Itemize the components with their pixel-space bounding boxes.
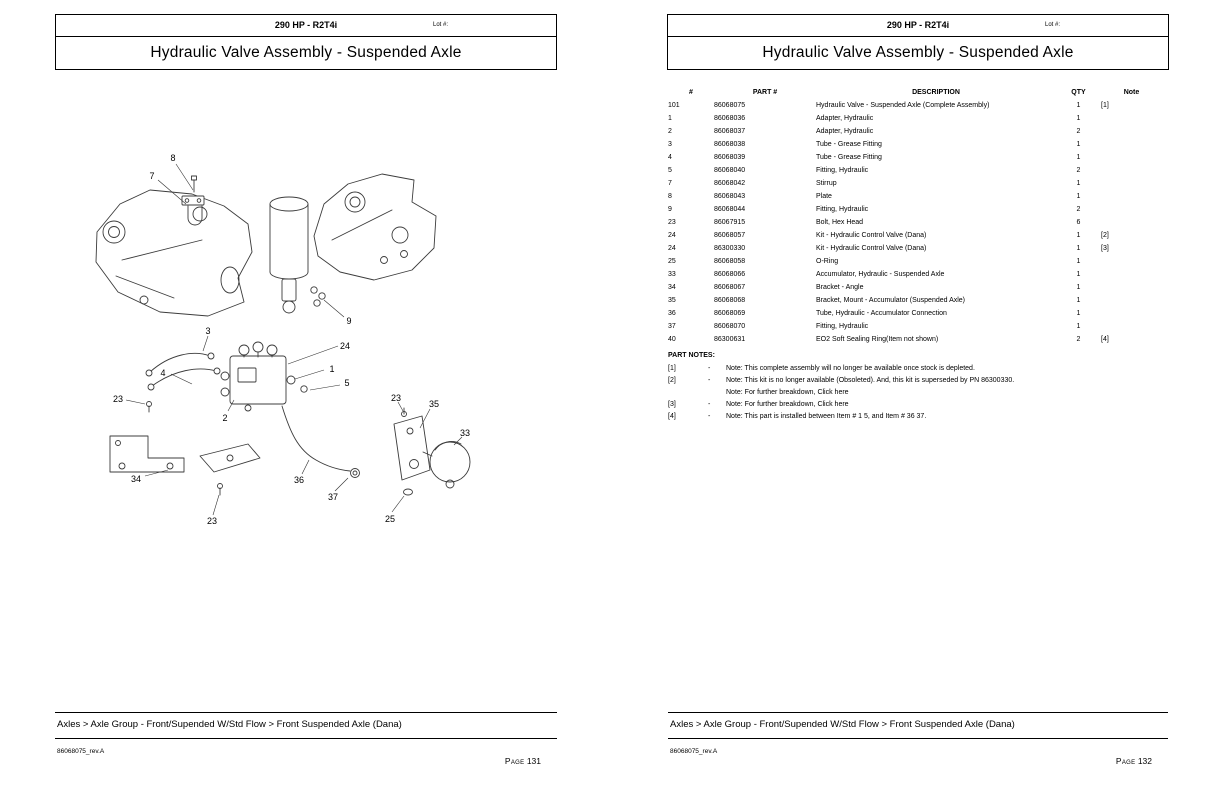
cell-part-number: 86068067: [714, 284, 746, 291]
cell-qty: 1: [1076, 258, 1081, 265]
cell-qty: 1: [1076, 154, 1081, 161]
cell-qty: 2: [1076, 206, 1081, 213]
cell-item-number: 35: [668, 297, 676, 304]
cell-description: EO2 Soft Sealing Ring(Item not shown): [816, 336, 939, 343]
breadcrumb: Axles > Axle Group - Front/Supended W/Std Flow > Front Suspended Axle (Dana): [670, 719, 1015, 730]
breadcrumb: Axles > Axle Group - Front/Supended W/Std Flow > Front Suspended Axle (Dana): [57, 719, 402, 730]
left-footer: [55, 712, 557, 782]
cell-qty: 1: [1076, 271, 1081, 278]
callout-7: 7: [149, 171, 155, 181]
cell-part-number: 86068044: [714, 206, 746, 213]
cell-qty: 1: [1076, 180, 1081, 187]
col-header-desc: DESCRIPTION: [912, 89, 960, 96]
table-row: [668, 229, 1162, 242]
note-ref: [1]: [668, 365, 676, 372]
cell-note: [1101, 112, 1162, 125]
table-row: [668, 203, 1162, 216]
cell-qty: 1: [1076, 310, 1081, 317]
cell-qty: 1: [1076, 193, 1081, 200]
col-header-part: PART #: [752, 89, 778, 96]
fittings-9: [311, 287, 325, 306]
cell-note: [1101, 320, 1162, 333]
cell-item-number: 24: [668, 232, 676, 239]
cell-item-number: 2: [668, 128, 672, 135]
note-dash: -: [708, 413, 711, 420]
callout-5: 5: [344, 378, 350, 388]
note-text-body: Note: This complete assembly will no longer be available once stock is depleted.: [726, 365, 975, 372]
cell-description: Kit - Hydraulic Control Valve (Dana): [816, 245, 927, 252]
page-number: [1116, 756, 1152, 766]
callout-36: 36: [293, 475, 305, 485]
cell-description: Fitting, Hydraulic: [816, 323, 869, 330]
note-dash: -: [708, 365, 711, 372]
leader-lines: [126, 164, 462, 515]
callout-35: 35: [428, 399, 440, 409]
cell-description: Tube, Hydraulic - Accumulator Connection: [816, 310, 947, 317]
cell-description: O-Ring: [816, 258, 839, 265]
cell-note: [1101, 190, 1162, 203]
callout-2: 2: [222, 413, 228, 423]
note-text-body: Note: For further breakdown,: [726, 389, 818, 396]
note-dash: -: [708, 401, 711, 408]
callout-1: 1: [329, 364, 335, 374]
cell-description: Plate: [816, 193, 832, 200]
cell-part-number: 86068070: [714, 323, 746, 330]
cell-part-number: 86068037: [714, 128, 746, 135]
cell-part-number: 86068040: [714, 167, 746, 174]
cell-qty: 1: [1076, 141, 1081, 148]
note-text: [726, 376, 1162, 386]
cell-part-number: 86068058: [714, 258, 746, 265]
table-row: [668, 125, 1162, 138]
cell-item-number: 8: [668, 193, 672, 200]
page-number: [505, 756, 541, 766]
table-row: [668, 307, 1162, 320]
cell-item-number: 1: [668, 115, 672, 122]
doc-ref: 86068075_rev.A: [670, 748, 718, 755]
angle-bracket: [110, 436, 260, 472]
page-number-label: Page: [504, 756, 525, 766]
cell-qty: 1: [1076, 323, 1081, 330]
model-row: [56, 15, 556, 37]
table-row: [668, 255, 1162, 268]
assembly-title: Hydraulic Valve Assembly - Suspended Axle: [150, 44, 462, 61]
cell-qty: 1: [1076, 284, 1081, 291]
cell-item-number: 5: [668, 167, 672, 174]
cell-qty: 6: [1076, 219, 1081, 226]
cell-part-number: 86068038: [714, 141, 746, 148]
cell-part-number: 86300631: [714, 336, 746, 343]
cell-description: Tube - Grease Fitting: [816, 154, 882, 161]
cell-description: Adapter, Hydraulic: [816, 128, 874, 135]
part-notes-heading: PART NOTES:: [668, 352, 715, 359]
callout-4: 4: [160, 368, 166, 378]
cell-part-number: 86068042: [714, 180, 746, 187]
cell-note: [2]: [1101, 232, 1109, 239]
cell-note: [1101, 307, 1162, 320]
cell-part-number: 86067915: [714, 219, 746, 226]
cell-note: [1101, 255, 1162, 268]
parts-table-body: [668, 99, 1162, 346]
table-header-row: [668, 86, 1162, 99]
cell-qty: 1: [1076, 115, 1081, 122]
doc-ref: 86068075_rev.A: [57, 748, 105, 755]
model-title: 290 HP - R2T4i: [886, 20, 950, 30]
note-ref: [3]: [668, 401, 676, 408]
model-row: [668, 15, 1168, 37]
callout-3: 3: [205, 326, 211, 336]
cell-item-number: 34: [668, 284, 676, 291]
cell-qty: 2: [1076, 128, 1081, 135]
model-title: 290 HP - R2T4i: [274, 20, 338, 30]
note-text: [726, 364, 1162, 374]
cell-part-number: 86068069: [714, 310, 746, 317]
cell-description: Hydraulic Valve - Suspended Axle (Complete Assembly): [816, 102, 990, 109]
note-text-body: Note: This kit is no longer available (Obsoleted). And, this kit is superseded by PN 86300330.: [726, 377, 1015, 384]
cell-item-number: 23: [668, 219, 676, 226]
cell-part-number: 86068057: [714, 232, 746, 239]
cell-item-number: 4: [668, 154, 672, 161]
part-note-row: [668, 388, 1162, 398]
cell-description: Bracket - Angle: [816, 284, 864, 291]
cell-item-number: 37: [668, 323, 676, 330]
callout-24: 24: [339, 341, 351, 351]
cell-item-number: 3: [668, 141, 672, 148]
table-row: [668, 151, 1162, 164]
cell-part-number: 86068066: [714, 271, 746, 278]
table-row: [668, 268, 1162, 281]
cell-part-number: 86068036: [714, 115, 746, 122]
table-row: [668, 242, 1162, 255]
note-text-body: Note: This part is installed between Item # 1 5, and Item # 36 37.: [726, 413, 927, 420]
cell-item-number: 40: [668, 336, 676, 343]
axle-housing-right: [314, 174, 436, 280]
note-ref: [4]: [668, 413, 676, 420]
cell-item-number: 24: [668, 245, 676, 252]
hydraulic-cylinder: [270, 197, 308, 313]
cell-part-number: 86068068: [714, 297, 746, 304]
table-row: [668, 320, 1162, 333]
hex-bolts: [147, 402, 407, 496]
cell-note: [4]: [1101, 336, 1109, 343]
table-row: [668, 294, 1162, 307]
cell-note: [1101, 151, 1162, 164]
cell-note: [1101, 164, 1162, 177]
part-note-row: [668, 364, 1162, 374]
diagram-svg: [52, 140, 562, 570]
callout-23c: 23: [206, 516, 218, 526]
accumulator-tube: [282, 406, 360, 478]
cell-item-number: 25: [668, 258, 676, 265]
axle-housing-left: [96, 190, 252, 316]
callout-23b: 23: [390, 393, 402, 403]
table-row: [668, 99, 1162, 112]
table-row: [668, 190, 1162, 203]
callout-23a: 23: [112, 394, 124, 404]
plate-and-stirrup: [182, 176, 204, 225]
cell-note: [1101, 268, 1162, 281]
cell-item-number: 9: [668, 206, 672, 213]
part-notes-section: [668, 352, 1162, 424]
cell-part-number: 86068039: [714, 154, 746, 161]
grease-tubes: [146, 353, 220, 390]
parts-table: [668, 86, 1162, 346]
footer-row: [668, 739, 1168, 779]
cell-description: Accumulator, Hydraulic - Suspended Axle: [816, 271, 945, 278]
table-row: [668, 138, 1162, 151]
right-footer: [668, 712, 1168, 782]
cell-description: Fitting, Hydraulic: [816, 206, 869, 213]
col-header-num: #: [689, 89, 693, 96]
table-row: [668, 112, 1162, 125]
note-text: [726, 412, 1162, 422]
table-row: [668, 281, 1162, 294]
table-row: [668, 333, 1162, 346]
lot-label: Lot #:: [432, 22, 448, 28]
click-here-link[interactable]: Click here: [817, 389, 849, 396]
page-number-value: 132: [1137, 756, 1152, 766]
table-row: [668, 164, 1162, 177]
cell-description: Stirrup: [816, 180, 837, 187]
cell-note: [1101, 177, 1162, 190]
cell-item-number: 7: [668, 180, 672, 187]
table-row: [668, 177, 1162, 190]
exploded-view-diagram: [52, 140, 562, 570]
cell-note: [1]: [1101, 102, 1109, 109]
part-note-row: [668, 376, 1162, 386]
cell-note: [1101, 138, 1162, 151]
accumulator-assembly: [394, 416, 470, 495]
cell-description: Tube - Grease Fitting: [816, 141, 882, 148]
note-text: [726, 400, 1162, 410]
col-header-qty: QTY: [1071, 89, 1086, 96]
cell-item-number: 33: [668, 271, 676, 278]
part-note-row: [668, 412, 1162, 422]
cell-part-number: 86068075: [714, 102, 746, 109]
footer-row: [55, 739, 557, 779]
cell-description: Bolt, Hex Head: [816, 219, 864, 226]
page-132: [612, 0, 1224, 792]
cell-qty: 1: [1076, 232, 1081, 239]
callout-34: 34: [130, 474, 142, 484]
note-dash: [708, 388, 726, 398]
cell-part-number: 86068043: [714, 193, 746, 200]
cell-note: [1101, 125, 1162, 138]
click-here-link[interactable]: Click here: [817, 401, 849, 408]
cell-note: [1101, 294, 1162, 307]
right-title-box: [667, 14, 1169, 70]
cell-qty: 1: [1076, 297, 1081, 304]
lot-label: Lot #:: [1044, 22, 1060, 28]
cell-note: [3]: [1101, 245, 1109, 252]
part-note-row: [668, 400, 1162, 410]
cell-description: Fitting, Hydraulic: [816, 167, 869, 174]
note-text: [726, 388, 1162, 398]
note-ref: [668, 388, 708, 398]
table-row: [668, 216, 1162, 229]
cell-qty: 1: [1076, 102, 1081, 109]
page-number-label: Page: [1115, 756, 1136, 766]
cell-qty: 1: [1076, 245, 1081, 252]
cell-note: [1101, 216, 1162, 229]
note-ref: [2]: [668, 377, 676, 384]
cell-part-number: 86300330: [714, 245, 746, 252]
assembly-title: Hydraulic Valve Assembly - Suspended Axle: [762, 44, 1074, 61]
note-text-body: Note: For further breakdown,: [726, 401, 818, 408]
cell-description: Adapter, Hydraulic: [816, 115, 874, 122]
cell-note: [1101, 281, 1162, 294]
cell-item-number: 36: [668, 310, 676, 317]
cell-note: [1101, 203, 1162, 216]
callout-8: 8: [170, 153, 176, 163]
callout-37: 37: [327, 492, 339, 502]
page-number-value: 131: [526, 756, 541, 766]
callout-9: 9: [346, 316, 352, 326]
cell-item-number: 101: [668, 102, 680, 109]
cell-description: Kit - Hydraulic Control Valve (Dana): [816, 232, 927, 239]
cell-description: Bracket, Mount - Accumulator (Suspended Axle): [816, 297, 966, 304]
callout-33: 33: [459, 428, 471, 438]
col-header-note: Note: [1123, 89, 1140, 96]
cell-qty: 2: [1076, 336, 1081, 343]
left-title-box: [55, 14, 557, 70]
note-dash: -: [708, 377, 711, 384]
callout-25: 25: [384, 514, 396, 524]
cell-qty: 2: [1076, 167, 1081, 174]
